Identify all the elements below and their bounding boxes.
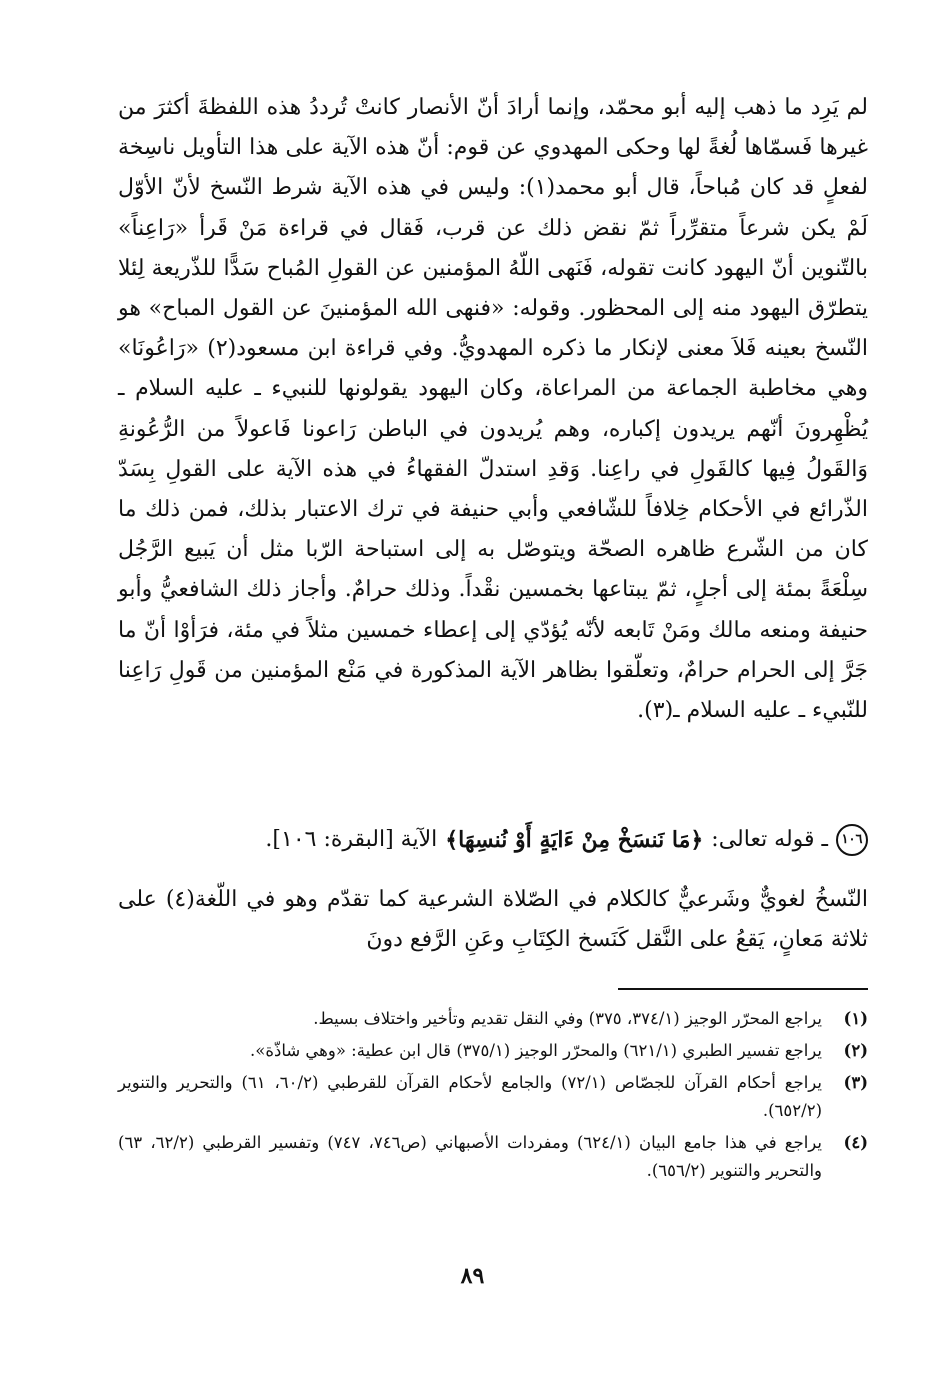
footnote-number: (٢) [843, 1041, 868, 1060]
verse-quote: ﴿مَا نَنسَخْ مِنْ ءَايَةٍ أَوْ نُنسِهَا﴾ [445, 827, 704, 853]
footnote-number: (١) [843, 1009, 868, 1028]
footnotes [118, 1005, 868, 1189]
main-paragraph [118, 88, 868, 731]
footnote-item [118, 1129, 868, 1185]
footnote-number: (٤) [843, 1133, 868, 1152]
footnote-text: يراجع في هذا جامع البيان (٦٢٤/١) ومفردات الأصبهاني (ص٧٤٦، ٧٤٧) وتفسير القرطبي (٦٢/٢، ٦٣) والتحرير والتنوير (٦٥٦/٢). [118, 1133, 822, 1180]
footnote-text: يراجع تفسير الطبري (٦٢١/١) والمحرّر الوجيز (٣٧٥/١) قال ابن عطية: «وهي شاذّة». [249, 1041, 822, 1060]
footnote-text: يراجع أحكام القرآن للجصّاص (٧٢/١) والجامع لأحكام القرآن للقرطبي (٦٠/٢، ٦١) والتحرير والتنوير (٦٥٢/٢). [118, 1073, 822, 1120]
footnote-divider [618, 988, 868, 990]
verse-heading [140, 820, 868, 860]
verse-number-badge: ١٠٦ [836, 824, 868, 856]
main-paragraph-text: لم يَرِد ما ذهب إليه أبو محمّد، وإنما أرادَ أنّ الأنصار كانتْ تُرددُ هذه اللفظةَ أكثرَ من غيرها فَسمّاها لُغةً لها وحكى المهدوي عن قوم: أنّ هذه الآية على هذا التأويل ناسِخة لفعلٍ قد كان مُباحاً، قال أبو محمد(١): وليس في هذه الآية شرط النّسخ لأنّ الأوّل لَمْ يكن شرعاً متقرِّراً ثمّ نقض ذلك عن قرب، فَقال في قراءة مَنْ قَرأ «رَاعِناً» بالتّنوين أنّ اليهود كانت تقوله، فَنَهى اللّهُ المؤمنين عن القولِ المُباح سَدًّا للذّريعة لِئلا يتطرّق اليهود منه إلى المحظور. وقوله: «فنهى الله المؤمنينَ عن القول المباح» هو النّسخ بعينه فَلاَ معنى لإنكار ما ذكره المهدويُّ. وفي قراءة ابن مسعود(٢) «رَاعُونَا» وهي مخاطبة الجماعة من المراعاة، وكان اليهود يقولونها للنبيء ـ عليه السلام ـ يُظْهِرونَ أنّهم يريدون إكباره، وهم يُريدون في الباطن رَاعونا فَاعولاً من الرُّعُونةِ وَالقَولُ فِيها كالقَولِ في راعِنا. وَقدِ استدلّ الفقهاءُ في هذه الآية على القولِ بِسَدّ الذّرائع في الأحكام خِلافاً للشّافعي وأبي حنيفة في ترك الاعتبار بذلك، فمن ذلك ما كان من الشّرع ظاهره الصحّة ويتوصّل به إلى استباحة الرّبا مثل أن يَبيع الرَّجُل سِلْعَةً بمئة إلى أجلٍ، ثمّ يبتاعها بخمسين نقْداً. وذلك حرامٌ. وأجاز ذلك الشافعيُّ وأبو حنيفة ومنعه مالك ومَنْ تَابعه لأنّه يُؤدّي إلى إعطاء خمسين مثلاً في مئة، فرَأوْا أنّ ما جَرَّ إلى الحرام حرامٌ، وتعلّقوا بظاهر الآية المذكورة في مَنْع المؤمنين من قَولِ رَاعِنا للنّبيء ـ عليه السلام ـ(٣). [118, 95, 868, 724]
footnote-item [118, 1069, 868, 1125]
page-number: ٨٩ [460, 1263, 485, 1289]
footnote-number: (٣) [843, 1073, 868, 1092]
footnote-item [118, 1005, 868, 1033]
second-paragraph: النّسخُ لغويٌّ وشَرعيٌّ كالكلام في الصّلاة الشرعية كما تقدّم وهو في اللّغة(٤) على ثلاثة مَعانٍ، يَقعُ على النَّقل كَنَسخ الكِتَابِ وعَنِ الرَّفع دونَ [118, 887, 869, 953]
footnote-text: يراجع المحرّر الوجيز (٣٧٤/١، ٣٧٥) وفي النقل تقديم وتأخير واختلاف بسيط. [313, 1009, 822, 1028]
verse-intro: ـ قوله تعالى: [711, 827, 828, 852]
verse-reference: الآية [البقرة: ١٠٦]. [265, 827, 438, 852]
footnote-item [118, 1037, 868, 1065]
